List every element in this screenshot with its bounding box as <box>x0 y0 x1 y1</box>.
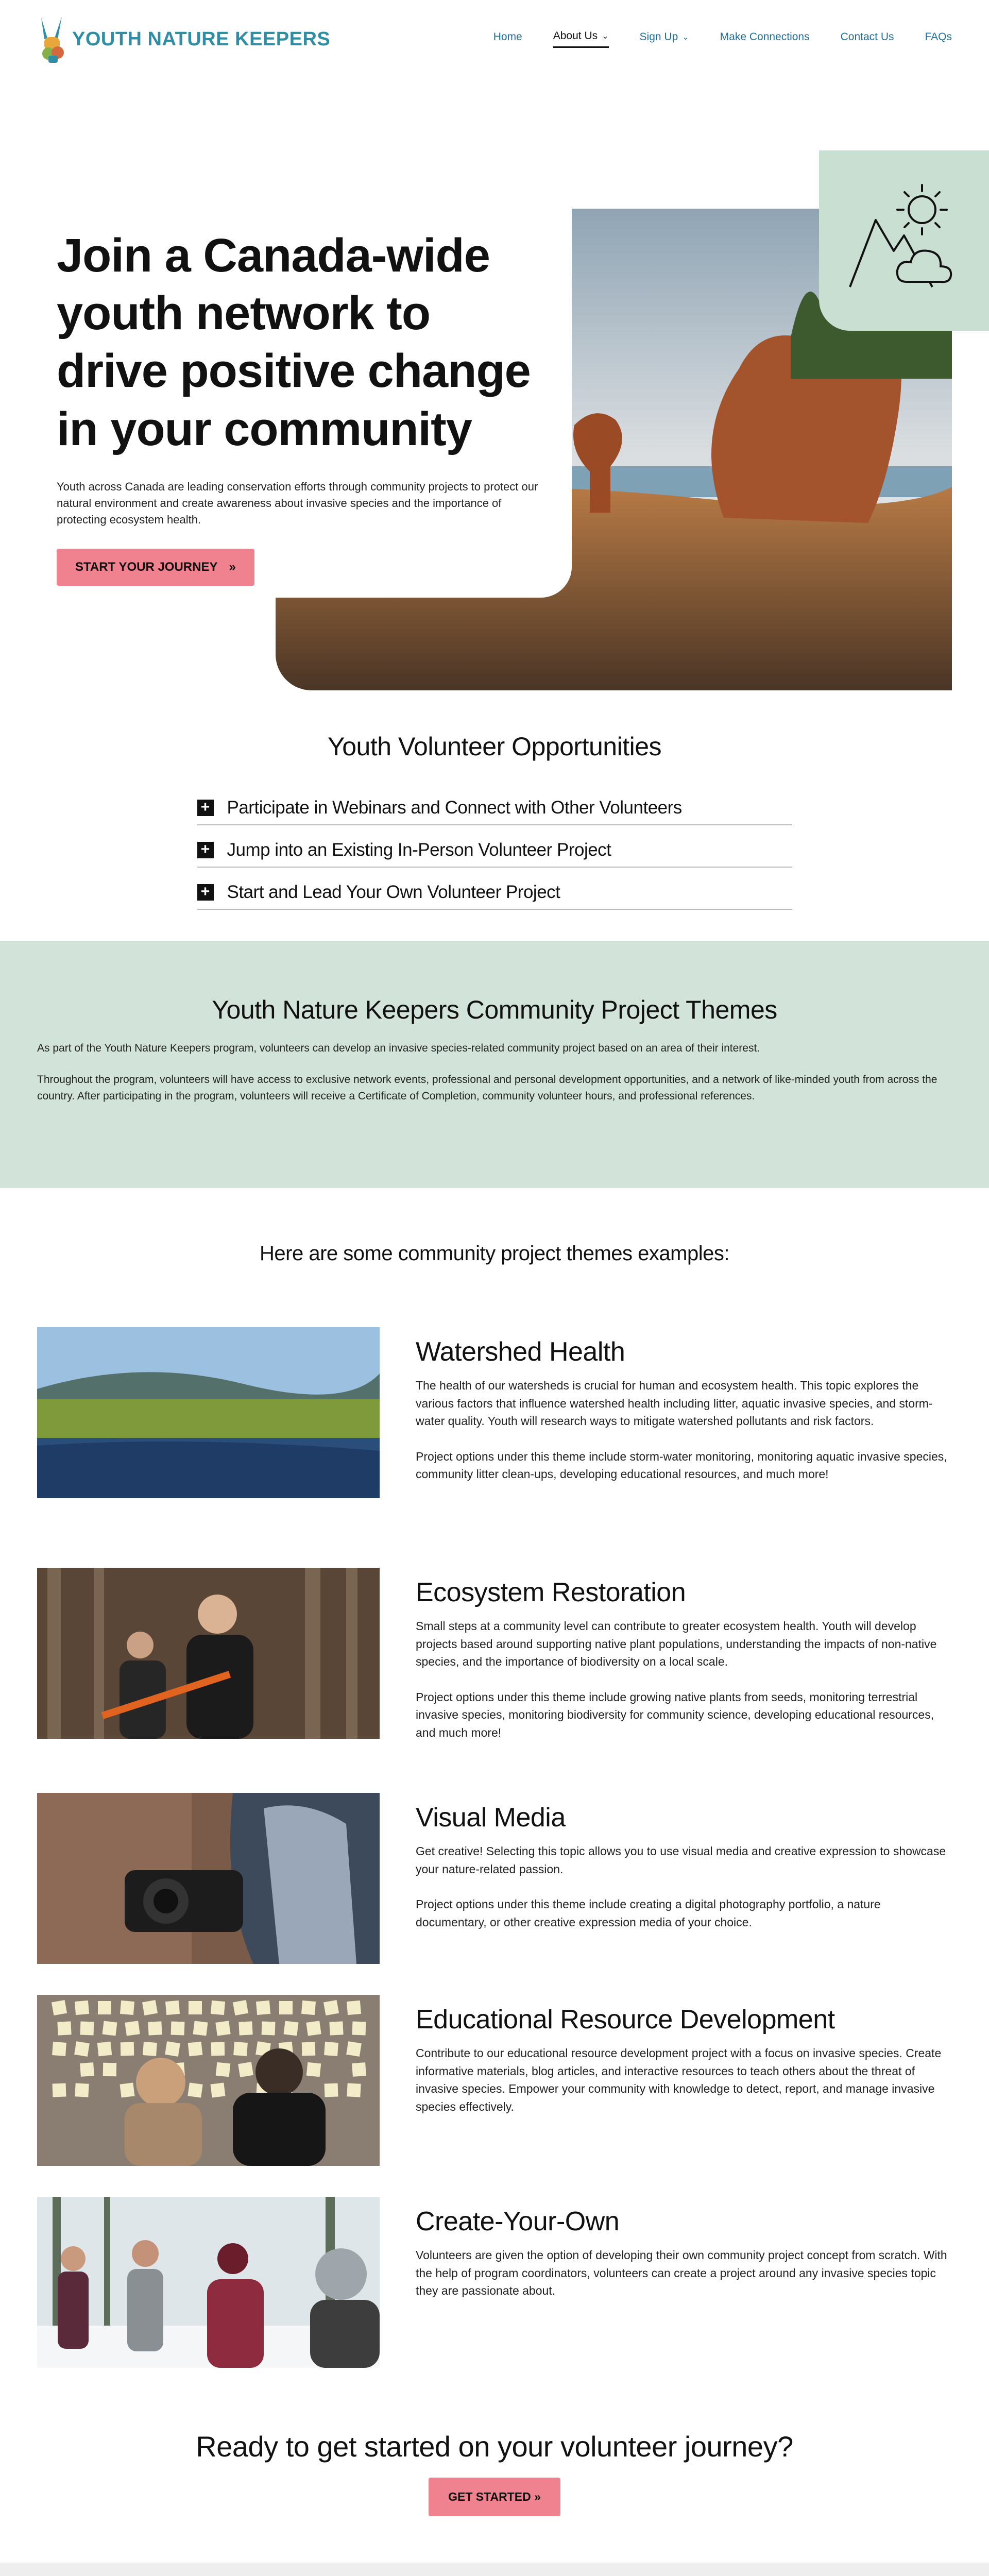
nav-contact-us[interactable] <box>841 30 894 48</box>
opportunities-accordion <box>197 792 792 910</box>
theme-description: Volunteers are given the option of developing their own community project concept from scratch. With the help of program coordinators, volunteers can create a project around any invasive species topic they are passionate about. <box>416 2248 947 2297</box>
theme-body <box>416 1568 951 1741</box>
theme-description: Project options under this theme include creating a digital photography portfolio, a nature documentary, or other creative expression media of your choice. <box>416 1897 881 1929</box>
plus-icon: + <box>197 842 214 858</box>
nav-label: Contact Us <box>840 30 894 43</box>
accordion-label: Jump into an Existing In-Person Volunteer Project <box>227 840 611 860</box>
theme-ecosystem-restoration <box>0 1568 989 1741</box>
theme-educational-resource-development <box>0 1995 989 2166</box>
logo-text: YOUTH NATURE KEEPERS <box>72 28 331 50</box>
hero-text: Youth across Canada are leading conservation efforts through community projects to protect our natural environment and create awareness about invasive species and the importance of protecting ecosystem health. <box>57 480 538 526</box>
theme-title: Visual Media <box>416 1803 566 1833</box>
get-started-button[interactable]: GET STARTED » <box>429 2478 560 2516</box>
plus-icon: + <box>197 800 214 816</box>
mountain-sun-icon <box>845 174 968 308</box>
nav-home[interactable] <box>493 30 522 48</box>
theme-description: Small steps at a community level can contribute to greater ecosystem health. Youth will develop projects based around supporting native plant populations, understanding the impacts of non-native species, and the importance of biodiversity on a local scale. <box>416 1619 937 1668</box>
theme-title: Create-Your-Own <box>416 2207 620 2236</box>
theme-watershed-health <box>0 1327 989 1498</box>
nav-make-connections[interactable] <box>720 30 810 48</box>
theme-visual-media <box>0 1793 989 1964</box>
chevron-down-icon: ⌄ <box>602 32 609 41</box>
site-logo[interactable] <box>37 14 330 64</box>
theme-title: Watershed Health <box>416 1337 625 1367</box>
chevron-down-icon: ⌄ <box>682 32 689 42</box>
theme-body <box>416 1793 951 1964</box>
theme-image <box>37 1793 380 1964</box>
nav-faqs[interactable] <box>925 30 952 48</box>
main-nav <box>493 30 952 48</box>
theme-body <box>416 2197 951 2368</box>
cta-title: Ready to get started on your volunteer journey? <box>196 2430 793 2463</box>
theme-image <box>37 1995 380 2166</box>
accordion-item[interactable] <box>197 835 792 868</box>
theme-create-your-own <box>0 2197 989 2368</box>
nav-label: About Us <box>553 30 598 42</box>
themes-band-title: Youth Nature Keepers Community Project Themes <box>212 995 777 1024</box>
start-journey-label: START YOUR JOURNEY <box>75 560 218 574</box>
theme-description: Contribute to our educational resource development project with a focus on invasive species. Create informative materials, blog articles, and interactive resources to teach others about the threat of invasive species. Empower your community with knowledge to detect, report, and manage invasive species effectively. <box>416 2046 942 2113</box>
theme-description: The health of our watersheds is crucial for human and ecosystem health. This topic explores the various factors that influence watershed health including litter, aquatic invasive species, and storm-water quality. Youth will research ways to mitigate watershed pollutants and risk factors. <box>416 1379 933 1428</box>
nav-label: FAQs <box>925 30 952 43</box>
hero-title: Join a Canada-wide youth network to drive positive change in your community <box>57 229 531 455</box>
theme-image <box>37 1568 380 1739</box>
themes-band <box>0 941 989 1188</box>
nav-label: Sign Up <box>639 30 678 43</box>
cta-section <box>0 2368 989 2516</box>
site-footer <box>0 2563 989 2576</box>
themes-band-text: As part of the Youth Nature Keepers program, volunteers can develop an invasive species-related community project based on an area of their interest. <box>37 1042 760 1054</box>
plus-icon: + <box>197 884 214 901</box>
double-chevron-right-icon: » <box>229 560 236 574</box>
start-journey-button[interactable] <box>57 549 254 586</box>
theme-description: Project options under this theme include storm-water monitoring, monitoring aquatic invasive species, community litter clean-ups, developing educational resources, and much more! <box>416 1449 947 1481</box>
themes-list <box>0 1327 989 2368</box>
examples-title: Here are some community project themes examples: <box>260 1242 729 1265</box>
theme-title: Educational Resource Development <box>416 2005 835 2035</box>
hero-card <box>0 155 572 598</box>
accordion-item[interactable] <box>197 877 792 910</box>
nav-label: Make Connections <box>720 30 810 43</box>
nav-about-us[interactable] <box>553 30 609 48</box>
nav-sign-up[interactable] <box>640 30 689 48</box>
opportunities-title: Youth Volunteer Opportunities <box>327 732 662 761</box>
theme-description: Project options under this theme include growing native plants from seeds, monitoring terrestrial invasive species, monitoring biodiversity for community science, developing educational resources, and much more! <box>416 1690 934 1739</box>
theme-body <box>416 1327 951 1498</box>
theme-description: Get creative! Selecting this topic allows you to use visual media and creative expression to showcase your nature-related passion. <box>416 1844 946 1876</box>
theme-image <box>37 2197 380 2368</box>
theme-image <box>37 1327 380 1498</box>
themes-band-text-2: Throughout the program, volunteers will have access to exclusive network events, professional and personal development opportunities, and a network of like-minded youth from across the country. After participating in the program, volunteers will receive a Certificate of Completion, community volunteer hours, and professional references. <box>37 1073 937 1103</box>
hero-section <box>0 77 989 644</box>
theme-body <box>416 1995 951 2166</box>
accordion-label: Start and Lead Your Own Volunteer Project <box>227 882 560 902</box>
nav-label: Home <box>493 30 522 43</box>
hero-decor-corner <box>819 150 989 331</box>
logo-hand-icon <box>37 14 68 64</box>
theme-title: Ecosystem Restoration <box>416 1578 686 1607</box>
accordion-item[interactable] <box>197 792 792 825</box>
site-header <box>0 0 989 77</box>
accordion-label: Participate in Webinars and Connect with Other Volunteers <box>227 798 682 818</box>
